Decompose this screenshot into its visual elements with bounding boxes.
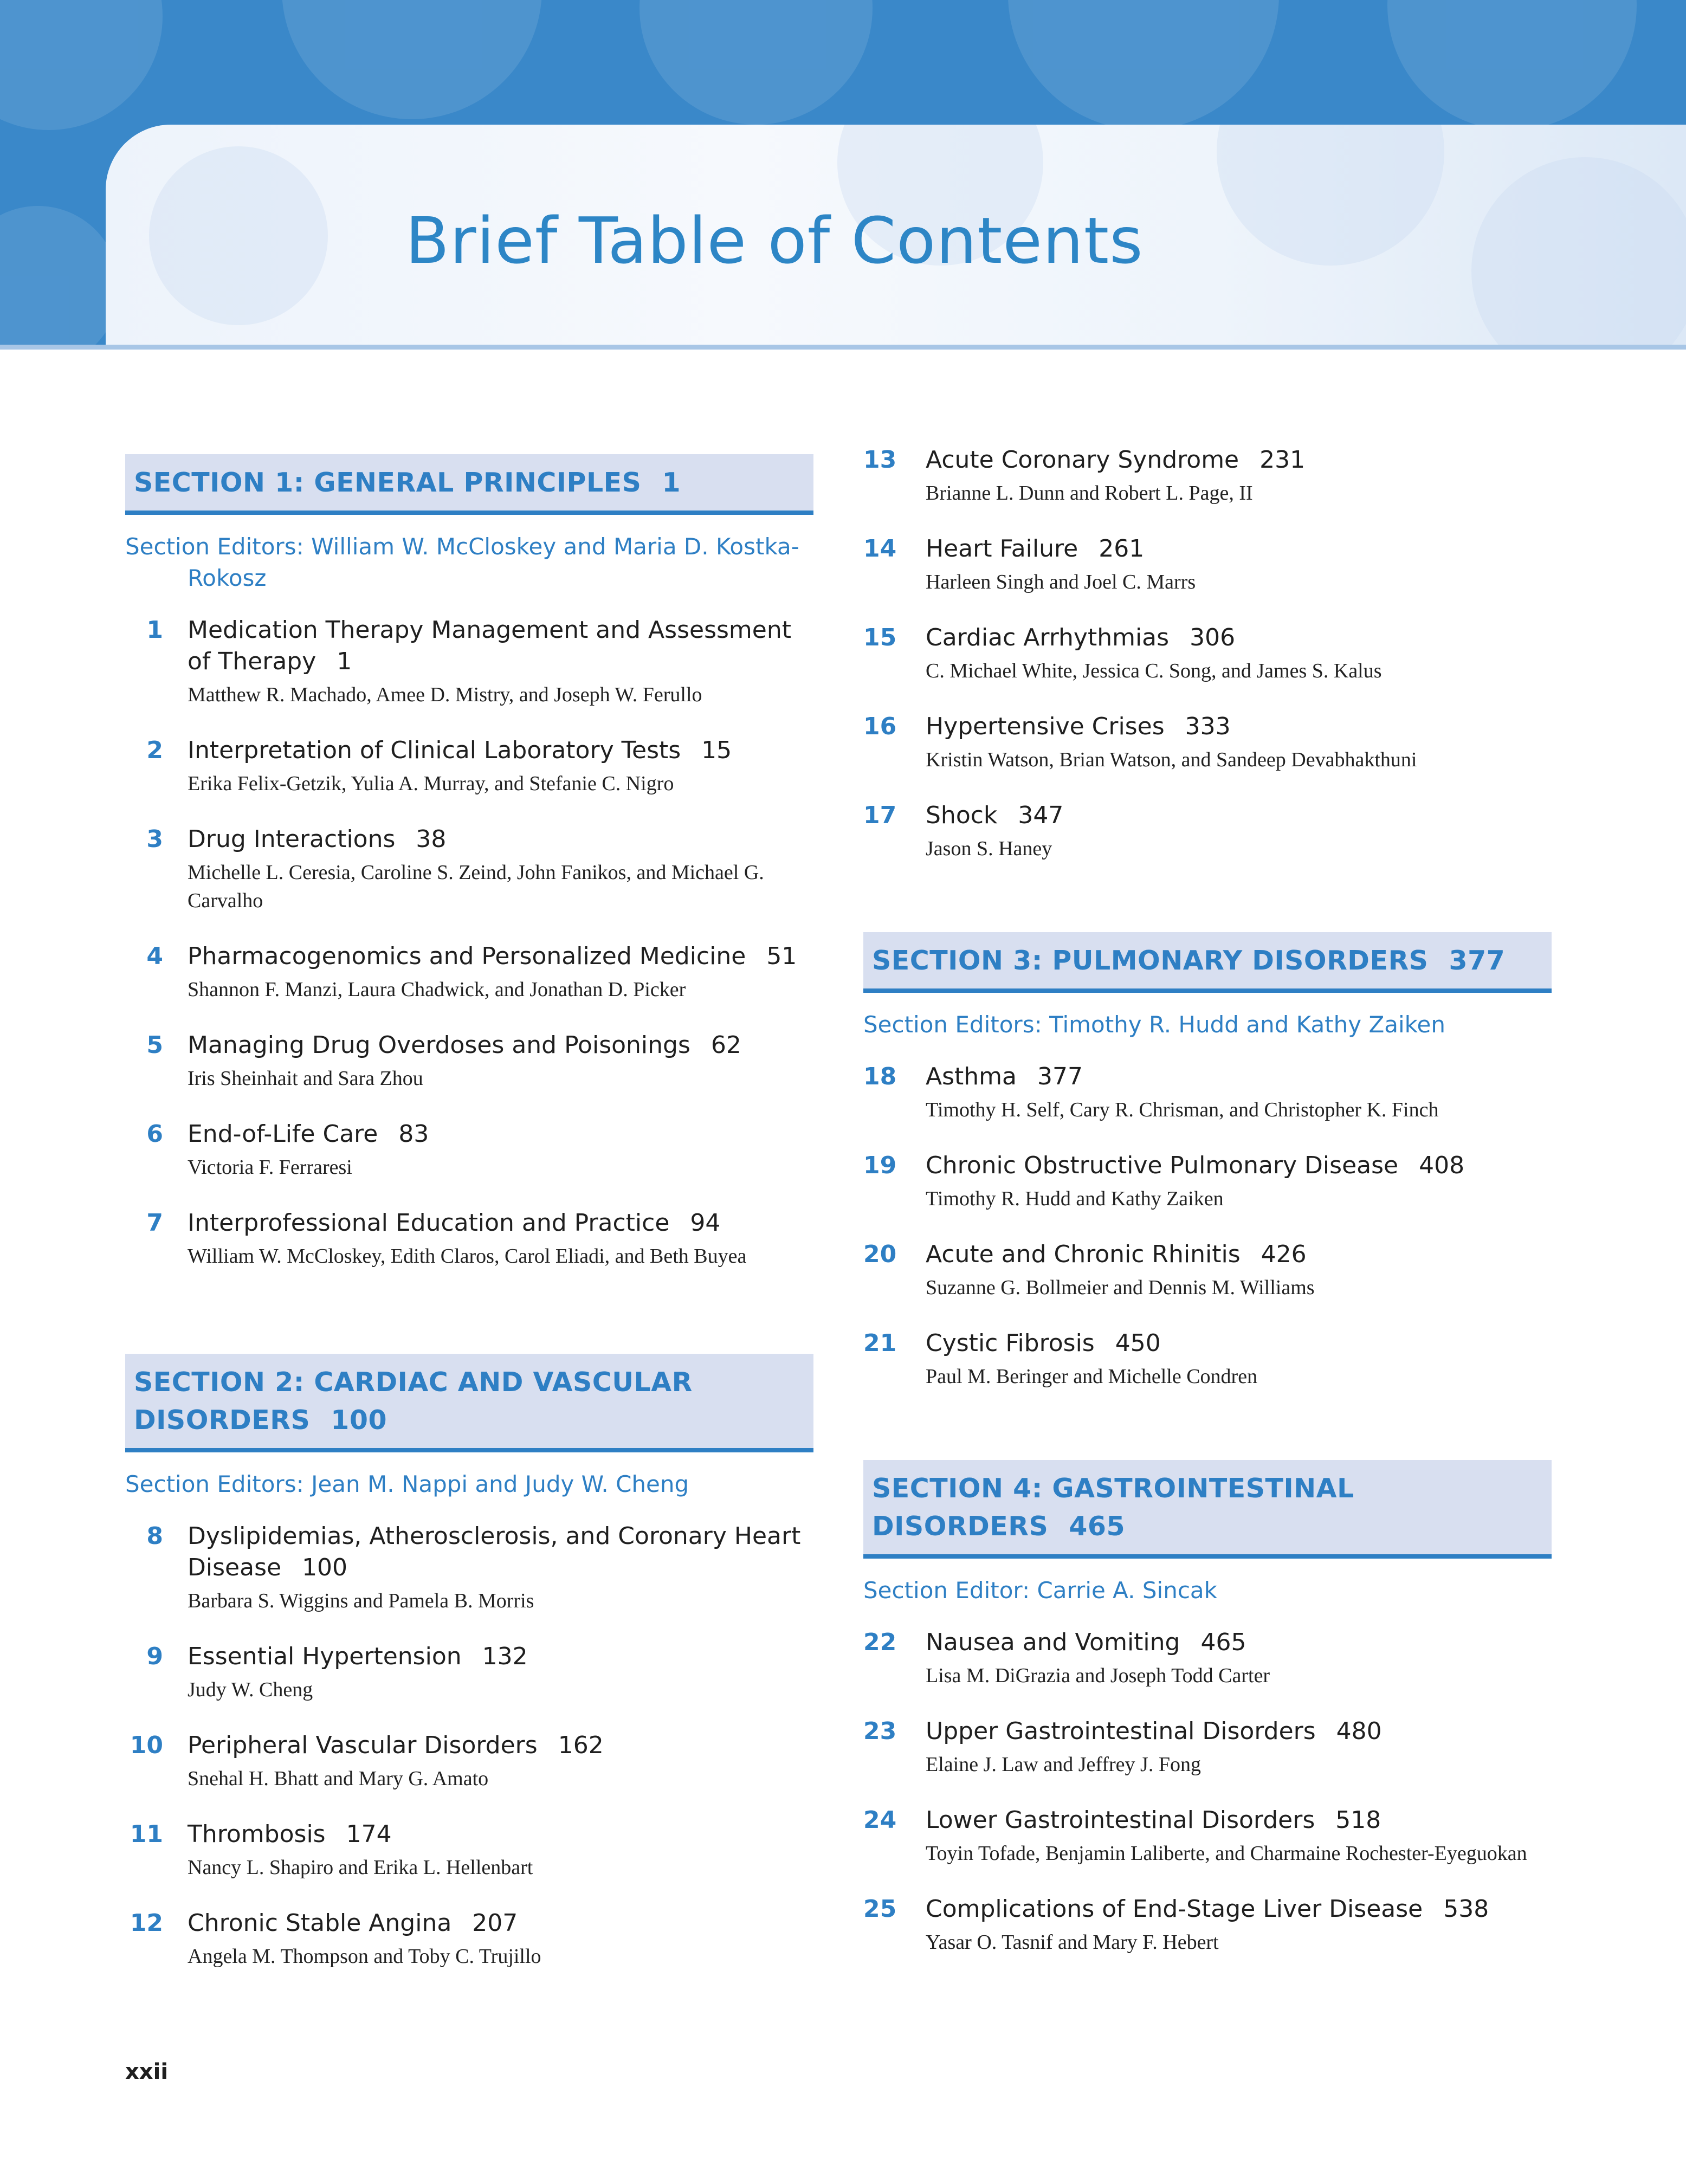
section-label: SECTION 4: GASTROINTESTINAL xyxy=(872,1473,1354,1504)
section-page: 465 xyxy=(1069,1511,1126,1542)
chapter-title: Cardiac Arrhythmias xyxy=(926,624,1170,651)
toc-column-left xyxy=(125,454,813,1996)
chapter-authors: Harleen Singh and Joel C. Marrs xyxy=(926,571,1196,593)
chapter-page: 347 xyxy=(1018,802,1064,829)
chapter-page: 538 xyxy=(1443,1895,1489,1923)
section-header[interactable] xyxy=(863,1460,1552,1559)
section-page: 100 xyxy=(331,1405,387,1436)
chapter-title: Thrombosis xyxy=(188,1820,326,1848)
chapter-page: 426 xyxy=(1261,1240,1307,1268)
chapter-number: 24 xyxy=(863,1806,897,1834)
chapter-number: 16 xyxy=(863,713,897,740)
chapter-authors: Timothy H. Self, Cary R. Chrisman, and Christopher K. Finch xyxy=(926,1099,1439,1121)
chapter-page: 62 xyxy=(710,1031,741,1059)
chapter-entry[interactable] xyxy=(125,615,813,709)
chapter-authors: Yasar O. Tasnif and Mary F. Hebert xyxy=(926,1931,1219,1954)
chapter-title: Interprofessional Education and Practice xyxy=(188,1209,670,1237)
chapter-page: 1 xyxy=(337,648,352,675)
chapter-page: 162 xyxy=(558,1731,604,1759)
chapter-number: 11 xyxy=(130,1820,163,1848)
chapter-number: 5 xyxy=(146,1031,163,1059)
section-header[interactable] xyxy=(125,454,813,515)
section-editors: Section Editors: William W. McCloskey and Maria D. Kostka-Rokosz xyxy=(125,533,799,591)
chapter-page: 38 xyxy=(416,825,447,853)
chapter-authors: Lisa M. DiGrazia and Joseph Todd Carter xyxy=(926,1664,1270,1687)
section-editors: Section Editors: Jean M. Nappi and Judy W. Cheng xyxy=(125,1471,689,1497)
chapter-title: Upper Gastrointestinal Disorders xyxy=(926,1717,1316,1745)
chapter-page: 207 xyxy=(472,1909,518,1937)
chapter-title: Asthma xyxy=(926,1063,1017,1090)
chapter-entry[interactable] xyxy=(863,533,1552,596)
chapter-authors: Erika Felix-Getzik, Yulia A. Murray, and Stefanie C. Nigro xyxy=(188,772,674,795)
chapter-page: 261 xyxy=(1099,535,1145,563)
chapter-number: 23 xyxy=(863,1717,897,1745)
chapter-entry[interactable] xyxy=(125,1119,813,1181)
chapter-title: Hypertensive Crises xyxy=(926,713,1165,740)
chapter-page: 377 xyxy=(1037,1063,1083,1090)
chapter-number: 25 xyxy=(863,1895,897,1923)
chapter-number: 9 xyxy=(146,1643,163,1670)
chapter-number: 19 xyxy=(863,1152,897,1179)
chapter-authors: Toyin Tofade, Benjamin Laliberte, and Charmaine Rochester-Eyeguokan xyxy=(926,1842,1527,1865)
chapter-entry[interactable] xyxy=(125,1908,813,1970)
section-label: SECTION 3: PULMONARY DISORDERS xyxy=(872,945,1429,976)
section-editors: Section Editor: Carrie A. Sincak xyxy=(863,1577,1217,1604)
chapter-entry[interactable] xyxy=(863,622,1552,685)
section-page: 377 xyxy=(1449,945,1506,976)
chapter-entry[interactable] xyxy=(125,824,813,915)
chapter-authors: Paul M. Beringer and Michelle Condren xyxy=(926,1365,1258,1388)
chapter-title: Dyslipidemias, Atherosclerosis, and Coronary Heart Disease xyxy=(188,1522,801,1581)
page-folio: xxii xyxy=(125,2059,169,2084)
chapter-page: 408 xyxy=(1419,1152,1465,1179)
chapter-title: Chronic Stable Angina xyxy=(188,1909,452,1937)
chapter-entry[interactable] xyxy=(863,1894,1552,1956)
chapter-title: Nausea and Vomiting xyxy=(926,1629,1180,1656)
chapter-page: 51 xyxy=(766,942,797,970)
chapter-title: Complications of End-Stage Liver Disease xyxy=(926,1895,1423,1923)
chapter-title: Acute and Chronic Rhinitis xyxy=(926,1240,1241,1268)
chapter-title: Shock xyxy=(926,802,998,829)
section-label-line2: DISORDERS xyxy=(872,1511,1049,1542)
chapter-number: 4 xyxy=(146,942,163,970)
section-page: 1 xyxy=(662,467,681,498)
section-header[interactable] xyxy=(863,932,1552,993)
chapter-page: 100 xyxy=(302,1554,348,1581)
chapter-entry[interactable] xyxy=(863,1716,1552,1779)
chapter-page: 518 xyxy=(1335,1806,1381,1834)
chapter-number: 2 xyxy=(146,736,163,764)
chapter-number: 1 xyxy=(146,616,163,644)
chapter-title: Lower Gastrointestinal Disorders xyxy=(926,1806,1315,1834)
chapter-entry[interactable] xyxy=(863,800,1552,863)
chapter-page: 450 xyxy=(1115,1329,1161,1357)
chapter-number: 22 xyxy=(863,1629,897,1656)
chapter-entry[interactable] xyxy=(125,1207,813,1270)
chapter-authors: C. Michael White, Jessica C. Song, and James S. Kalus xyxy=(926,660,1382,682)
chapter-number: 8 xyxy=(146,1522,163,1550)
chapter-page: 231 xyxy=(1259,446,1306,474)
chapter-title: Heart Failure xyxy=(926,535,1078,563)
chapter-entry[interactable] xyxy=(125,1819,813,1882)
chapter-authors: Nancy L. Shapiro and Erika L. Hellenbart xyxy=(188,1856,533,1879)
chapter-authors: Michelle L. Ceresia, Caroline S. Zeind, John Fanikos, and Michael G. Carvalho xyxy=(188,861,764,912)
chapter-entry[interactable] xyxy=(125,1730,813,1793)
chapter-number: 10 xyxy=(130,1731,163,1759)
chapter-title: Chronic Obstructive Pulmonary Disease xyxy=(926,1152,1399,1179)
chapter-page: 306 xyxy=(1190,624,1236,651)
chapter-entry[interactable] xyxy=(863,1328,1552,1391)
chapter-entry[interactable] xyxy=(863,1061,1552,1124)
chapter-entry[interactable] xyxy=(863,444,1552,507)
chapter-number: 21 xyxy=(863,1329,897,1357)
chapter-authors: Timothy R. Hudd and Kathy Zaiken xyxy=(926,1187,1224,1210)
chapter-entry[interactable] xyxy=(863,711,1552,774)
chapter-title: Cystic Fibrosis xyxy=(926,1329,1095,1357)
chapter-authors: Matthew R. Machado, Amee D. Mistry, and Joseph W. Ferullo xyxy=(188,683,702,706)
chapter-page: 480 xyxy=(1336,1717,1382,1745)
chapter-authors: Iris Sheinhait and Sara Zhou xyxy=(188,1067,423,1090)
chapter-number: 14 xyxy=(863,535,897,563)
chapter-title: Drug Interactions xyxy=(188,825,396,853)
section-label: SECTION 2: CARDIAC AND VASCULAR xyxy=(134,1367,693,1398)
chapter-title: Pharmacogenomics and Personalized Medicine xyxy=(188,942,746,970)
section-label-line2: DISORDERS xyxy=(134,1405,311,1436)
chapter-entry[interactable] xyxy=(125,1521,813,1615)
chapter-authors: Brianne L. Dunn and Robert L. Page, II xyxy=(926,482,1253,505)
chapter-authors: Victoria F. Ferraresi xyxy=(188,1156,352,1179)
chapter-title: Interpretation of Clinical Laboratory Tests xyxy=(188,736,681,764)
chapter-title: End-of-Life Care xyxy=(188,1120,378,1148)
chapter-number: 20 xyxy=(863,1240,897,1268)
chapter-authors: Snehal H. Bhatt and Mary G. Amato xyxy=(188,1767,489,1790)
section-label: SECTION 1: GENERAL PRINCIPLES xyxy=(134,467,642,498)
chapter-page: 333 xyxy=(1185,713,1231,740)
chapter-page: 83 xyxy=(398,1120,429,1148)
chapter-authors: Barbara S. Wiggins and Pamela B. Morris xyxy=(188,1589,534,1612)
chapter-entry[interactable] xyxy=(863,1805,1552,1868)
chapter-page: 465 xyxy=(1200,1629,1246,1656)
chapter-page: 94 xyxy=(690,1209,721,1237)
chapter-entry[interactable] xyxy=(125,1641,813,1704)
chapter-authors: Jason S. Haney xyxy=(926,837,1052,860)
chapter-authors: Angela M. Thompson and Toby C. Trujillo xyxy=(188,1945,541,1968)
chapter-number: 12 xyxy=(130,1909,163,1937)
header-banner xyxy=(0,0,1686,350)
chapter-entry[interactable] xyxy=(863,1239,1552,1302)
chapter-number: 15 xyxy=(863,624,897,651)
chapter-page: 132 xyxy=(482,1643,528,1670)
chapter-title: Managing Drug Overdoses and Poisonings xyxy=(188,1031,690,1059)
chapter-number: 13 xyxy=(863,446,897,474)
chapter-page: 15 xyxy=(701,736,732,764)
chapter-entry[interactable] xyxy=(125,941,813,1004)
chapter-title: Essential Hypertension xyxy=(188,1643,462,1670)
chapter-number: 17 xyxy=(863,802,897,829)
chapter-authors: Suzanne G. Bollmeier and Dennis M. Williams xyxy=(926,1276,1315,1299)
chapter-authors: Elaine J. Law and Jeffrey J. Fong xyxy=(926,1753,1201,1776)
chapter-number: 18 xyxy=(863,1063,897,1090)
page-title: Brief Table of Contents xyxy=(405,203,1144,278)
section-editors: Section Editors: Timothy R. Hudd and Kathy Zaiken xyxy=(863,1011,1445,1038)
toc-column-right xyxy=(863,444,1552,1982)
chapter-title: Acute Coronary Syndrome xyxy=(926,446,1239,474)
chapter-authors: Shannon F. Manzi, Laura Chadwick, and Jonathan D. Picker xyxy=(188,978,686,1001)
chapter-number: 6 xyxy=(146,1120,163,1148)
chapter-authors: Judy W. Cheng xyxy=(188,1678,313,1701)
chapter-page: 174 xyxy=(346,1820,392,1848)
section-header[interactable] xyxy=(125,1354,813,1452)
chapter-entry[interactable] xyxy=(863,1150,1552,1213)
chapter-number: 7 xyxy=(146,1209,163,1237)
chapter-title: Medication Therapy Management and Assessment of Therapy xyxy=(188,616,791,675)
chapter-authors: William W. McCloskey, Edith Claros, Carol Eliadi, and Beth Buyea xyxy=(188,1245,747,1268)
chapter-title: Peripheral Vascular Disorders xyxy=(188,1731,538,1759)
header-rule xyxy=(0,345,1686,350)
chapter-entry[interactable] xyxy=(863,1627,1552,1690)
chapter-entry[interactable] xyxy=(125,735,813,798)
chapter-entry[interactable] xyxy=(125,1030,813,1093)
chapter-authors: Kristin Watson, Brian Watson, and Sandeep Devabhakthuni xyxy=(926,748,1417,771)
chapter-number: 3 xyxy=(146,825,163,853)
